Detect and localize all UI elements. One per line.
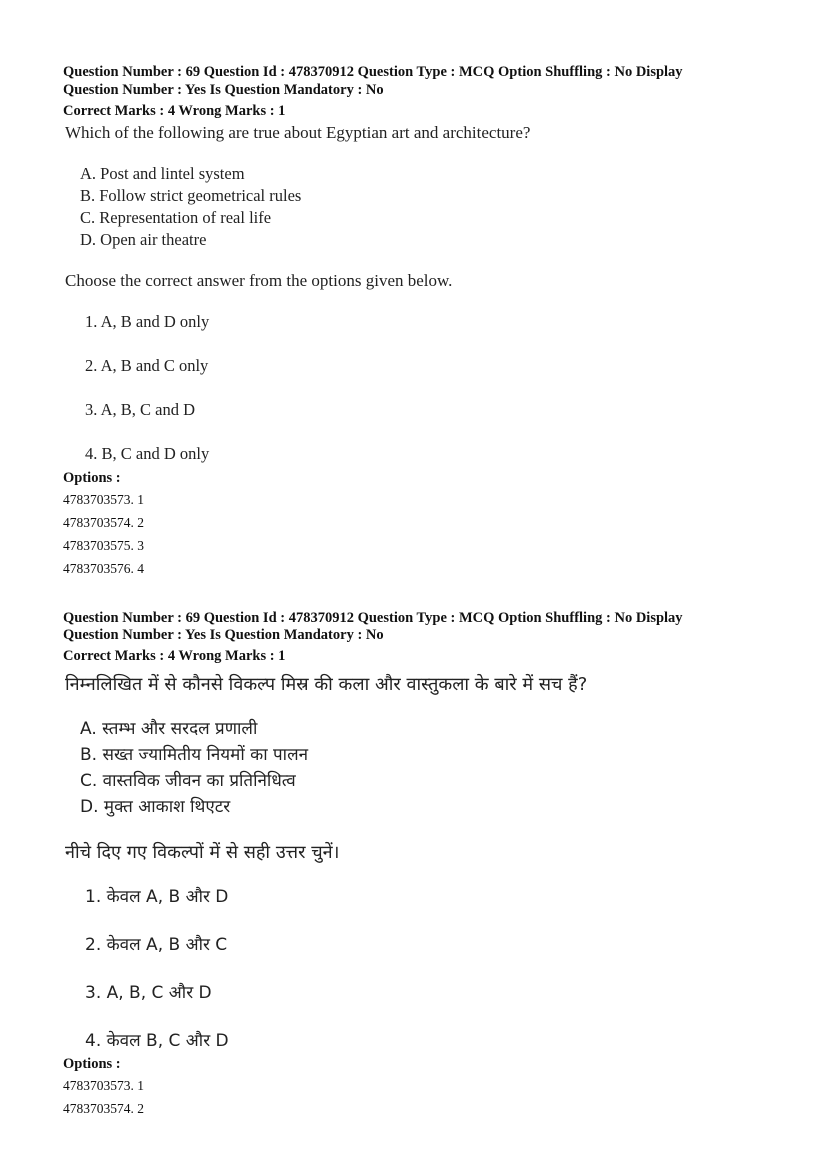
question-meta-line: Question Number : 69 Question Id : 478370912 Question Type : MCQ Option Shuffling : No Display <box>63 610 683 626</box>
answer-choice-4: 4. केवल B, C और D <box>85 1031 229 1051</box>
option-id-row: 4783703574. 2 <box>63 515 144 530</box>
options-label: Options : <box>63 470 121 486</box>
statement-item-a: A. स्तम्भ और सरदल प्रणाली <box>80 719 258 739</box>
option-id-row: 4783703576. 4 <box>63 561 144 576</box>
question-meta-line: Question Number : Yes Is Question Mandatory : No <box>63 82 384 98</box>
option-id-row: 4783703573. 1 <box>63 1078 144 1093</box>
statement-item-c: C. Representation of real life <box>80 208 272 227</box>
statement-item-b: B. सख्त ज्यामितीय नियमों का पालन <box>80 745 309 765</box>
answer-choice-4: 4. B, C and D only <box>85 444 210 463</box>
statement-item-b: B. Follow strict geometrical rules <box>80 186 302 205</box>
answer-choice-2: 2. A, B and C only <box>85 356 209 375</box>
instruction-text: नीचे दिए गए विकल्पों में से सही उत्तर चुनें। <box>65 842 340 863</box>
option-id-row: 4783703574. 2 <box>63 1101 144 1116</box>
question-text: निम्नलिखित में से कौनसे विकल्प मिस्र की कला और वास्तुकला के बारे में सच हैं? <box>65 674 588 695</box>
statement-item-a: A. Post and lintel system <box>80 164 245 183</box>
option-id-row: 4783703573. 1 <box>63 492 144 507</box>
question-meta-line: Question Number : Yes Is Question Mandatory : No <box>63 627 384 643</box>
statement-item-c: C. वास्तविक जीवन का प्रतिनिधित्व <box>80 771 296 791</box>
answer-choice-1: 1. केवल A, B और D <box>85 887 229 907</box>
answer-choice-2: 2. केवल A, B और C <box>85 935 228 955</box>
answer-choice-1: 1. A, B and D only <box>85 312 210 331</box>
answer-choice-3: 3. A, B, C and D <box>85 400 196 419</box>
question-text: Which of the following are true about Egyptian art and architecture? <box>65 123 531 142</box>
statement-item-d: D. Open air theatre <box>80 230 207 249</box>
question-meta-line: Question Number : 69 Question Id : 478370912 Question Type : MCQ Option Shuffling : No Display <box>63 64 683 80</box>
statement-item-d: D. मुक्त आकाश थिएटर <box>80 797 231 817</box>
answer-choice-3: 3. A, B, C और D <box>85 983 212 1003</box>
marks-line: Correct Marks : 4 Wrong Marks : 1 <box>63 103 286 119</box>
option-id-row: 4783703575. 3 <box>63 538 144 553</box>
instruction-text: Choose the correct answer from the options given below. <box>65 271 453 290</box>
options-label: Options : <box>63 1056 121 1072</box>
marks-line: Correct Marks : 4 Wrong Marks : 1 <box>63 648 286 664</box>
